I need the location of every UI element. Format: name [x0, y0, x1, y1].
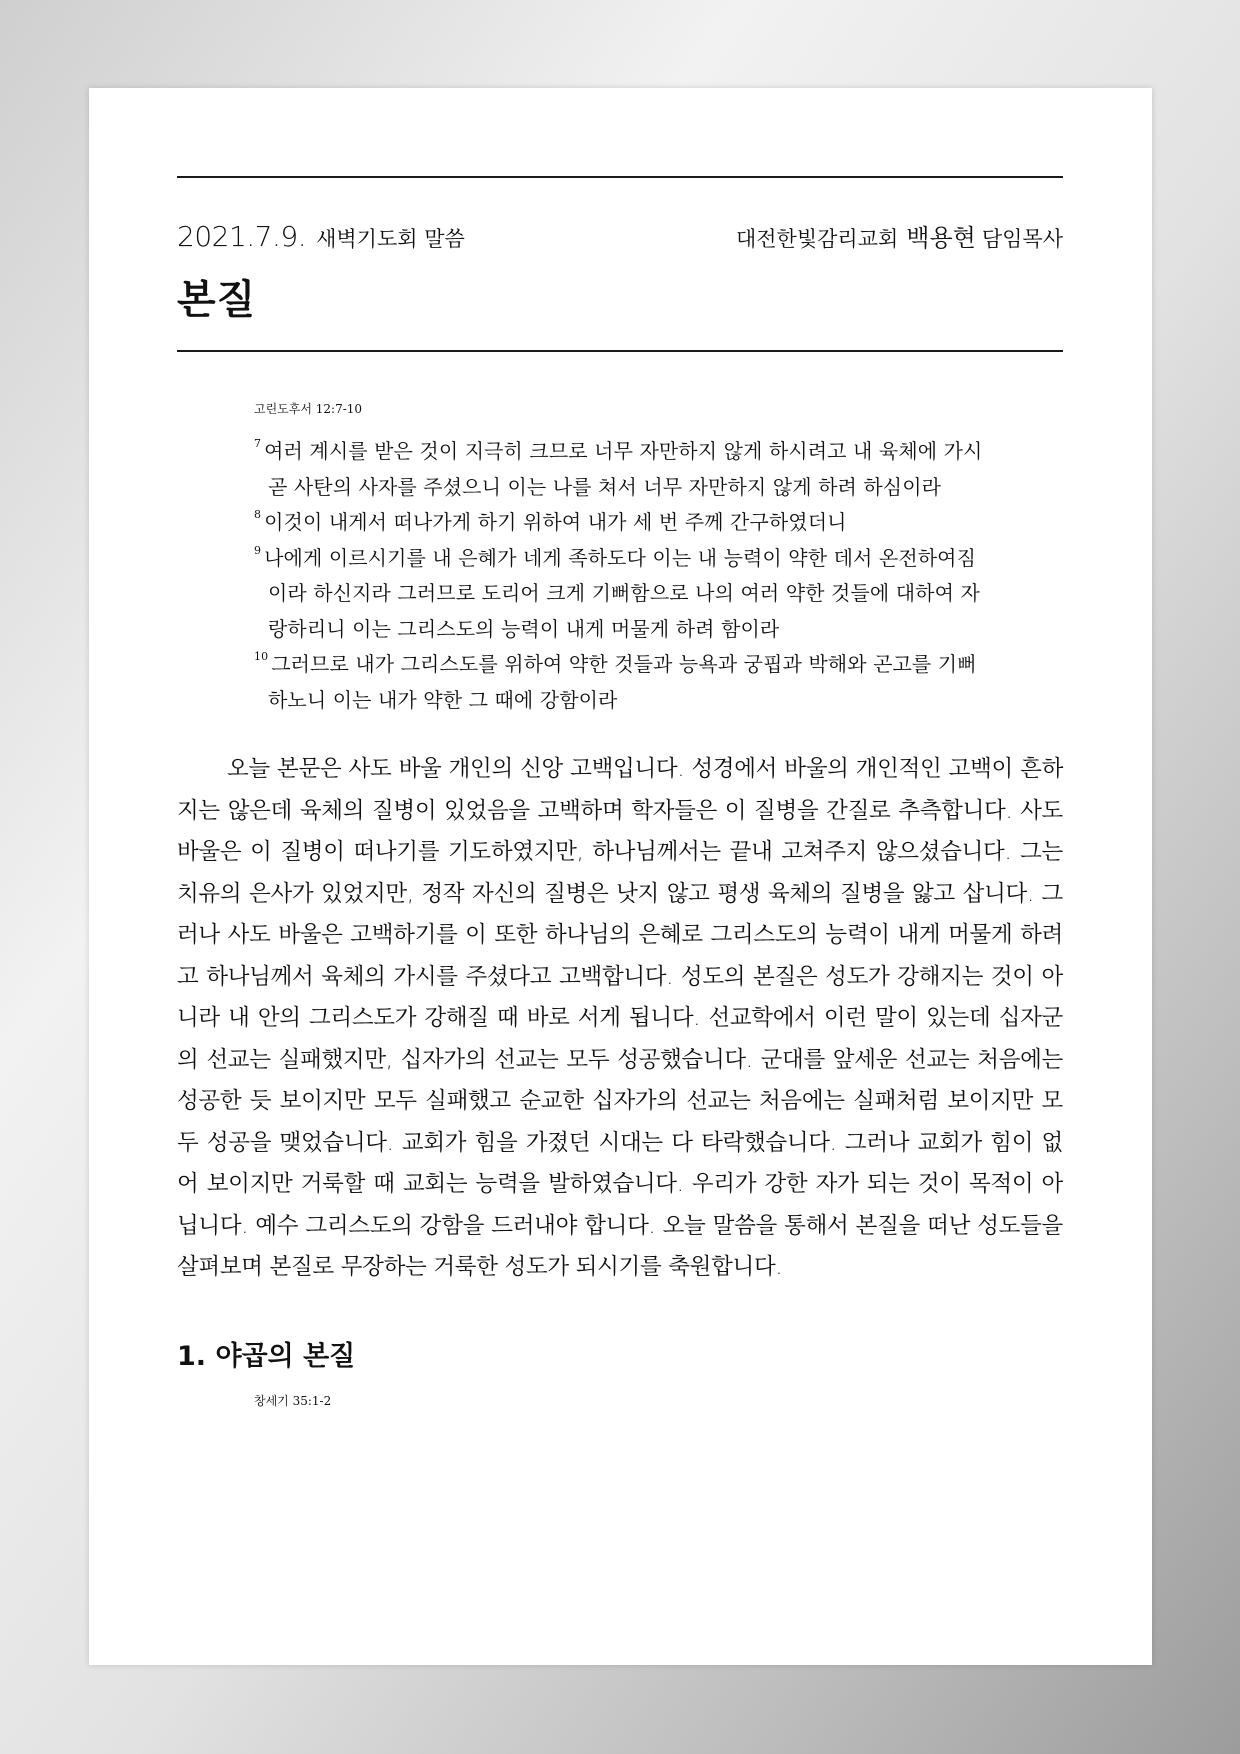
pastor-name: 백용현	[906, 224, 976, 252]
verse-text: 나에게 이르시기를 내 은혜가 네게 족하도다 이는 내 능력이 약한 데서 온전하여짐이라 하신지라 그러므로 도리어 크게 기뻐함으로 나의 여러 약한 것들에 대하여 자랑하리니 이는 그리스도의 능력이 내게 머물게 하려 함이라	[264, 545, 980, 641]
verse-number: 9	[254, 543, 262, 557]
verse-list	[254, 434, 986, 718]
document-page	[89, 88, 1152, 1665]
sermon-date: 2021.7.9.	[177, 220, 307, 253]
header-right	[736, 218, 1063, 253]
church-name: 대전한빛감리교회	[735, 227, 899, 251]
verse	[254, 541, 986, 648]
section-scripture-reference: 창세기 35:1-2	[254, 1393, 332, 1408]
sermon-title: 본질	[177, 277, 257, 323]
verse-text: 그러므로 내가 그리스도를 위하여 약한 것들과 능욕과 궁핍과 박해와 곤고를 기뻐하노니 이는 내가 약한 그 때에 강함이라	[268, 652, 977, 712]
verse	[254, 434, 986, 505]
verse-number: 7	[254, 437, 262, 450]
scripture-block	[254, 400, 986, 718]
verse	[254, 505, 986, 541]
verse	[254, 647, 986, 718]
top-rule	[177, 176, 1063, 178]
section-heading: 1. 야곱의 본질	[177, 1340, 356, 1372]
page-content	[177, 176, 1063, 1409]
service-name: 새벽기도회 말씀	[316, 227, 465, 251]
sermon-body: 오늘 본문은 사도 바울 개인의 신앙 고백입니다. 성경에서 바울의 개인적인 고백이 흔하지는 않은데 육체의 질병이 있었음을 고백하며 학자들은 이 질병을 간질로 추측합니다. 사도 바울은 이 질병이 떠나기를 기도하였지만, 하나님께서는 끝내 고쳐주지 않으셨습니다. 그는 치유의 은사가 있었지만, 정작 자신의 질병은 낫지 않고 평생 육체의 질병을 앓고 삽니다. 그러나 사도 바울은 고백하기를 이 또한 하나님의 은혜로 그리스도의 능력이 내게 머물게 하려고 하나님께서 육체의 가시를 주셨다고 고백합니다. 성도의 본질은 성도가 강해지는 것이 아니라 내 안의 그리스도가 강해질 때 바로 서게 됩니다. 선교학에서 이런 말이 있는데 십자군의 선교는 실패했지만, 십자가의 선교는 모두 성공했습니다. 군대를 앞세운 선교는 처음에는 성공한 듯 보이지만 모두 실패했고 순교한 십자가의 선교는 처음에는 실패처럼 보이지만 모두 성공을 맺었습니다. 교회가 힘을 가졌던 시대는 다 타락했습니다. 그러나 교회가 힘이 없어 보이지만 거룩할 때 교회는 능력을 발하였습니다. 우리가 강한 자가 되는 것이 목적이 아닙니다. 예수 그리스도의 강함을 드러내야 합니다. 오늘 말씀을 통해서 본질을 떠난 성도들을 살펴보며 본질로 무장하는 거룩한 성도가 되시기를 축원합니다.	[177, 756, 1063, 1280]
verse-number: 10	[254, 650, 269, 663]
verse-text: 이것이 내게서 떠나가게 하기 위하여 내가 세 번 주께 간구하였더니	[264, 510, 847, 534]
header-left	[177, 220, 465, 253]
verse-text: 여러 계시를 받은 것이 지극히 크므로 너무 자만하지 않게 하시려고 내 육체에 가시 곧 사탄의 사자를 주셨으니 이는 나를 쳐서 너무 자만하지 않게 하려 하심이라	[264, 439, 983, 499]
header-meta	[177, 218, 1063, 254]
scripture-reference: 고린도후서 12:7-10	[254, 402, 363, 416]
bottom-rule	[177, 350, 1063, 352]
pastor-role: 담임목사	[981, 227, 1063, 251]
verse-number: 8	[254, 508, 262, 521]
